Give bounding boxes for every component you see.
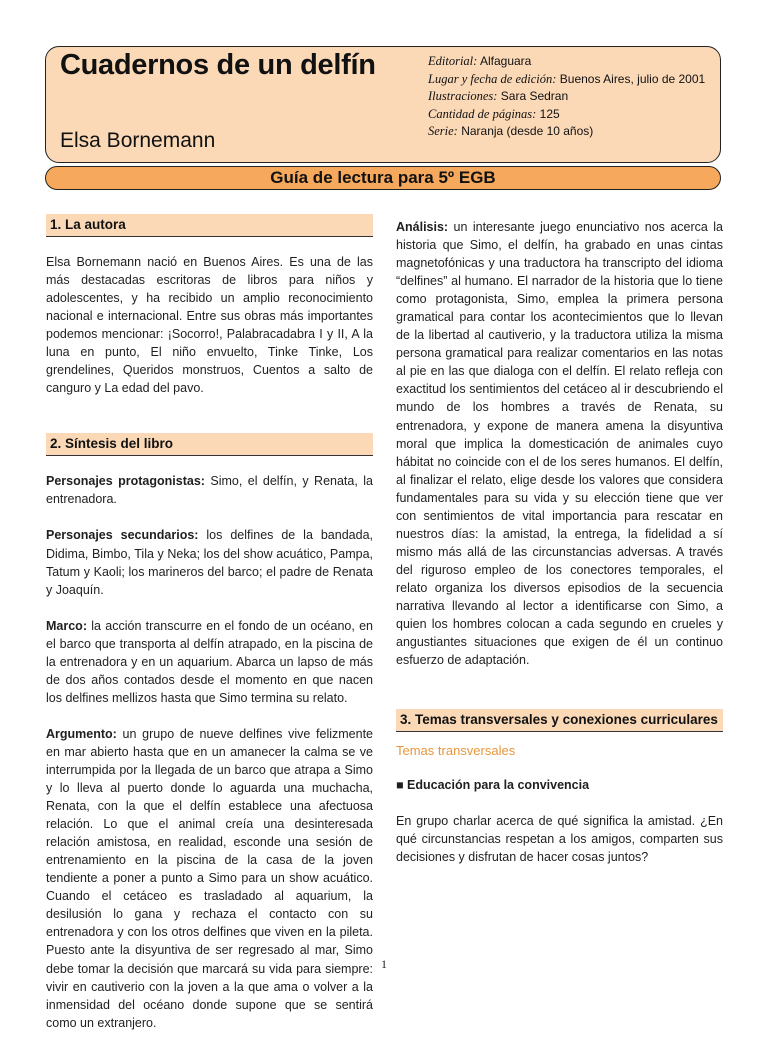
book-title: Cuadernos de un delfín xyxy=(60,49,376,81)
main-characters: Personajes protagonistas: Simo, el delfín, y Renata, la entrenadora. xyxy=(46,474,373,507)
plot-paragraph: Argumento: un grupo de nueve delfines vive felizmente en mar abierto hasta que en un amanecer la calma se ve interrumpida por la llegada de un barco que atrapa a Simo y lo lleva al puerto donde lo aguarda una muchacha, Renata, con la que el delfín establece una afectuosa relación. Lo que el animal creía una desinteresada relación amistosa, en realidad, esconde una sesión de entrenamiento en la piscina de la casa de la joven tendiente a poner a punto a Simo para un show acuático. Cuando el cetáceo es trasladado al aquarium, la desilusión lo gana y rechaza el contacto con su entrenadora y con los otros delfines que viven en la pileta. Puesto ante la disyuntiva de ser regresado al mar, Simo debe tomar la decisión que marcará su vida para siempre: vivir en cautiverio con la joven a la que ama o volver a la inmensidad del océano donde supone que se sentirá como un extranjero. xyxy=(46,726,373,1030)
meta-place-date: Lugar y fecha de edición: Buenos Aires, julio de 2001 xyxy=(428,71,706,86)
page-number: 1 xyxy=(381,957,387,971)
coexistence-topic: ■ Educación para la convivencia xyxy=(396,778,590,793)
author-paragraph: Elsa Bornemann nació en Buenos Aires. Es una de las más destacadas escritoras de libros para niños y adolescentes, y ha recibido un amplio reconocimiento nacional e internacional. Entre sus obras más importantes podemos mencionar: ¡Socorro!, Palabracadabra I y II, A la luna en punto, El niño envuelto, Tinke Tinke, Los grendelines, Queridos monstruos, Cuentos a salto de canguro y La edad del pavo. xyxy=(46,255,373,396)
left-column xyxy=(46,214,373,1050)
meta-pages: Cantidad de páginas: 125 xyxy=(428,106,560,121)
setting: Marco: la acción transcurre en el fondo de un océano, en el barco que transporta al delfín atrapado, en la piscina de la entrenadora y en un aquarium. Abarca un lapso de más de dos años contados desde el momento en que nacen los delfines mellizos hasta que Simo termina su relato. xyxy=(46,618,373,705)
section-heading-synopsis: 2. Síntesis del libro xyxy=(46,433,373,456)
section-heading-themes: 3. Temas transversales y conexiones curriculares xyxy=(396,709,723,732)
header-box xyxy=(45,46,721,163)
transversal-themes-subtitle: Temas transversales xyxy=(396,743,516,759)
analysis-paragraph: Análisis: un interesante juego enunciativo nos acerca la historia que Simo, el delfín, ha grabado en unas cintas magnetofónicas y una traductora ha transcripto del idioma “delfines” al humano. El narrador de la historia que lo tiene como protagonista, Simo, emplea la primera persona gramatical para contar los acontecimientos que lo llevan de la libertad al cautiverio, y la traductora utiliza la misma persona gramatical para realizar comentarios en las notas al pie en las que dialoga con el delfín. El relato refleja con exactitud los sentimientos del cetáceo al ir descubriendo el mundo de los hombres a través de Renata, su entrenadora, y expone de manera amena la disyuntiva moral que implica la domesticación de animales cuyo hábitat no coincide con el de los seres humanos. El delfín, al finalizar el relato, elige desde los valores que considera fundamentales para su vida y su elección tiene que ver con sentimientos de vital importancia para rescatar en nuestros días: la amistad, la entrega, la fidelidad a sí mismo más allá de las circunstancias adversas. A través del riguroso empleo de los conectores temporales, el relato organiza los diversos episodios de la secuencia narrativa llevando al lector a identificarse con Simo, a quien los hombres colocan a cada segundo en crueles y angustiantes situaciones que exigen de él un continuo esfuerzo de adaptación. xyxy=(396,220,723,668)
book-metadata xyxy=(428,53,718,141)
meta-editorial: Editorial: Alfaguara xyxy=(428,54,532,68)
right-column xyxy=(396,218,723,884)
friendship-paragraph: En grupo charlar acerca de qué significa la amistad. ¿En qué circunstancias respetan a los amigos, comparten sus decisiones y disfrutan de hacer cosas juntos? xyxy=(396,814,723,865)
secondary-characters: Personajes secundarios: los delfines de la bandada, Didima, Bimbo, Tila y Neka; los del show acuático, Pampa, Tatum y Kaoli; los marineros del barco; el padre de Renata y Joaquín. xyxy=(46,528,373,597)
guide-title-bar: Guía de lectura para 5º EGB xyxy=(45,166,721,190)
meta-illustrations: Ilustraciones: Sara Sedran xyxy=(428,89,569,103)
section-heading-author: 1. La autora xyxy=(46,214,373,237)
meta-series: Serie: Naranja (desde 10 años) xyxy=(428,124,594,138)
book-author: Elsa Bornemann xyxy=(60,129,216,152)
